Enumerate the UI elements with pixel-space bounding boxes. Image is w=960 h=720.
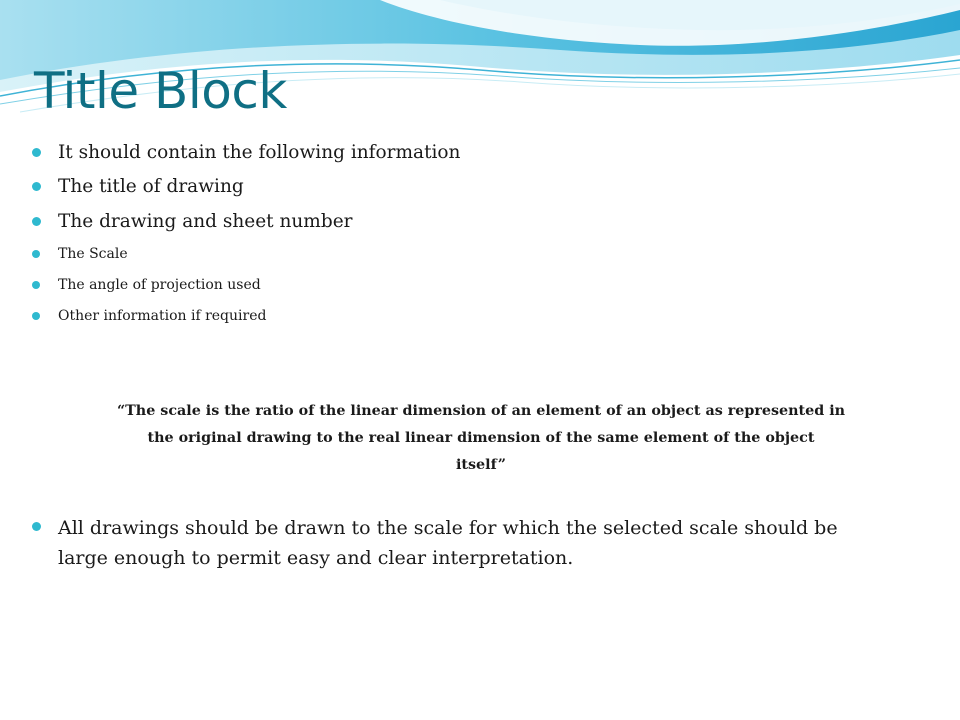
bullet-text: The drawing and sheet number	[58, 211, 353, 232]
bullet-text: The title of drawing	[58, 176, 244, 197]
closing-bullet-line: large enough to permit easy and clear interpretation.	[58, 547, 574, 569]
bullet-text: The Scale	[58, 246, 128, 262]
bullet-text: It should contain the following information	[58, 142, 461, 163]
bullet-dot-icon	[32, 148, 41, 157]
bullet-dot-icon	[32, 281, 40, 289]
bullet-dot-icon	[32, 217, 41, 226]
bullet-dot-icon	[32, 250, 40, 258]
quote-line: “The scale is the ratio of the linear dimension of an element of an object as represented in	[116, 403, 846, 419]
bullet-text: Other information if required	[58, 308, 267, 324]
quote-line: itself”	[455, 457, 507, 473]
quote-line: the original drawing to the real linear dimension of the same element of the object	[147, 430, 815, 446]
closing-bullet-text	[58, 513, 908, 573]
bullet-dot-icon	[32, 312, 40, 320]
closing-bullet-line: All drawings should be drawn to the scale for which the selected scale should be	[58, 517, 838, 539]
scale-definition-quote	[34, 398, 928, 479]
slide-title: Title Block	[34, 62, 287, 120]
bullet-text: The angle of projection used	[58, 277, 261, 293]
bullet-dot-icon	[32, 522, 41, 531]
bullet-dot-icon	[32, 182, 41, 191]
